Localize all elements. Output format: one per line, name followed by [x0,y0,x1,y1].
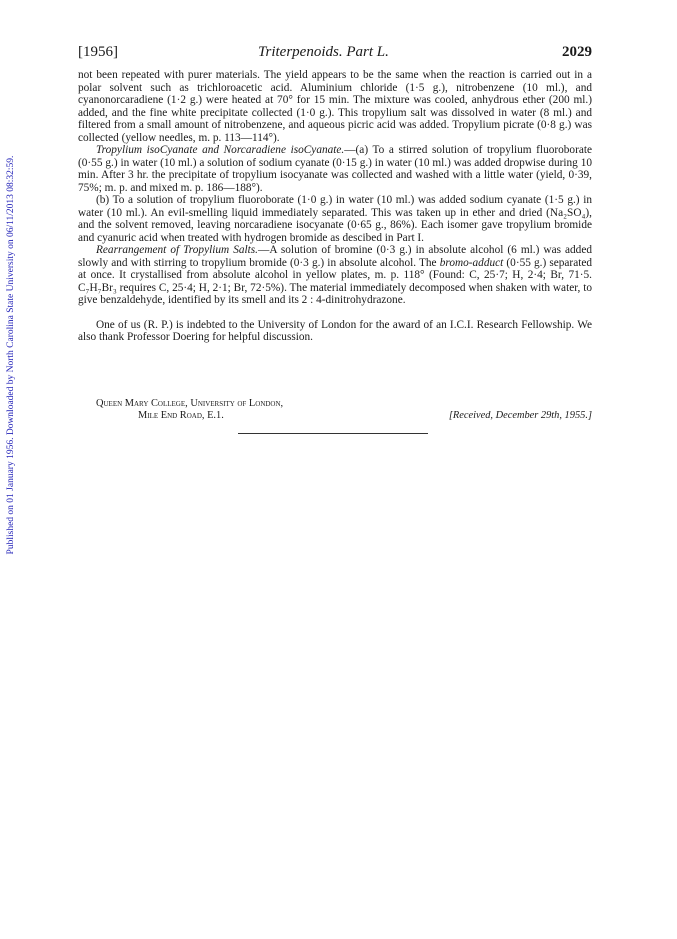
paragraph-rearrangement-text-b: (0·55 g.) separated at once. It crystallised from absolute alcohol in yellow plates, m. p. 118° (Found: C, 25·7; H, 2·4; Br, 71·5. C₇H₇Br₃ requires C, 25·4; H, 2·1; Br, 72·5%). The material immediately decomposed when shaken with water, to give benzaldehyde, identified by its smell and its 2 : 4-dinitrohydrazone. [78,256,593,306]
section-heading-isocyanate: Tropylium isoCyanate and Norcaradiene isoCyanate. [96,144,345,156]
paragraph-isocyanate-a-text: —(a) To a stirred solution of tropylium fluoroborate (0·55 g.) in water (10 ml.) a solution of sodium cyanate (0·15 g.) in water (10 ml.) was added dropwise during 10 min. After 3 hr. the precipitate of tropylium isocyanate was collected and washed with a little water (yield, 0·39, 75%; m. p. and mixed m. p. 186—188°). [78,144,593,194]
end-rule [238,433,428,434]
address-line-1: Queen Mary College, University of London, [96,398,284,409]
header-year: [1956] [78,44,118,60]
download-watermark [4,130,18,580]
bromo-adduct-term: bromo-adduct [439,256,504,269]
paragraph-isocyanate-a [78,144,592,194]
acknowledgement-paragraph: One of us (R. P.) is indebted to the University of London for the award of an I.C.I. Research Fellowship. We also thank Professor Doering for helpful discussion. [78,318,592,343]
running-header [78,44,592,62]
address-line-2: Mile End Road, E.1. [138,410,224,422]
section-heading-rearrangement: Rearrangement of Tropylium Salts. [96,244,259,256]
paragraph-rearrangement [78,244,592,307]
download-watermark-text: Published on 01 January 1956. Downloaded by North Carolina State University on 06/11/2013 08:32:59. [6,155,16,555]
page-number: 2029 [562,44,592,60]
received-date: [Received, December 29th, 1955.] [448,410,592,422]
paragraph-picrate: not been repeated with purer materials. The yield appears to be the same when the reaction is carried out in a polar solvent such as trichloroacetic acid. Aluminium chloride (1·5 g.), nitrobenzene (10 ml.), and cyanonorcaradiene (1·2 g.) were heated at 70° for 15 min. The mixture was cooled, anhydrous ether (200 ml.) added, and the fine white precipitate collected (1·0 g.). This tropylium salt was dissolved in water (8 ml.) and filtered from a small amount of nitrobenzene, and aqueous picric acid was added. Tropylium picrate (0·8 g.) was collected (yellow needles, m. p. 113—114°). [78,69,592,144]
paragraph-rearrangement-text-a: —A solution of bromine (0·3 g.) in absolute alcohol (6 ml.) was added slowly and with stirring to tropylium bromide (0·3 g.) in absolute alcohol. The [78,244,592,269]
header-title: Triterpenoids. Part L. [258,44,389,60]
author-address [96,398,592,423]
article-body [78,69,592,344]
paragraph-isocyanate-b: (b) To a solution of tropylium fluoroborate (1·0 g.) in water (10 ml.) was added sodium cyanate (1·5 g.) in water (10 ml.). An evil-smelling liquid immediately separated. This was taken up in ether and dried (Na₂SO₄), and the solvent removed, leaving norcaradiene isocyanate (0·65 g., 86%). Each isomer gave tropylium bromide and cyanuric acid when treated with hydrogen bromide as descibed in Part I. [78,194,592,244]
